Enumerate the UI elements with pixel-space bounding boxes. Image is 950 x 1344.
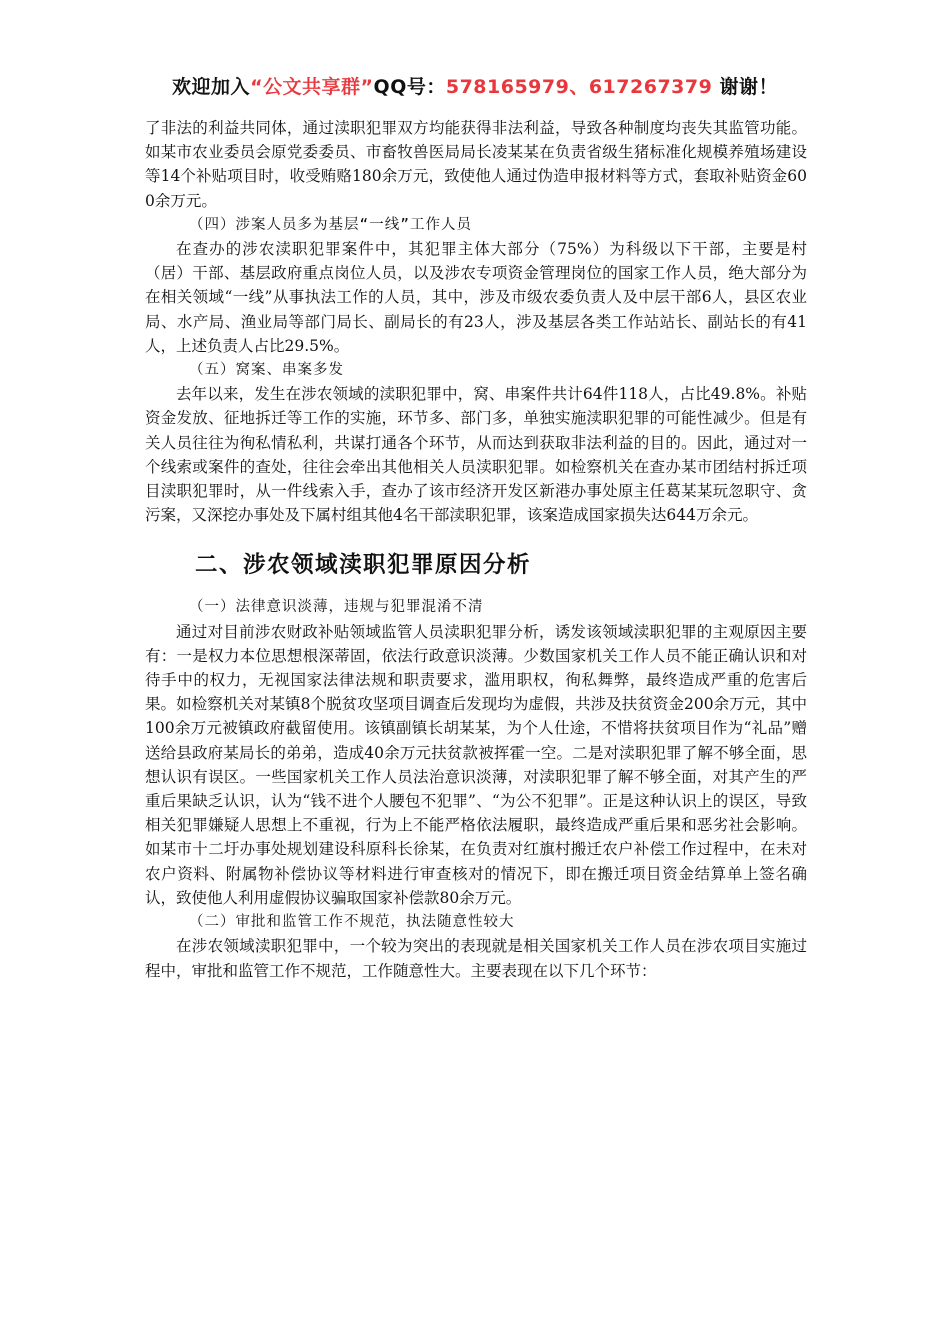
- paragraph: 在涉农领域渎职犯罪中，一个较为突出的表现就是相关国家机关工作人员在涉农项目实施过程中，审批和监管工作不规范，工作随意性大。主要表现在以下几个环节：: [145, 937, 807, 980]
- subsection-heading-4: （四）涉案人员多为基层“一线”工作人员: [189, 216, 472, 233]
- banner-suffix: 谢谢！: [712, 76, 778, 98]
- banner-group-name: “公文共享群”: [250, 76, 374, 98]
- paragraph: 通过对目前涉农财政补贴领域监管人员渎职犯罪分析，诱发该领域渎职犯罪的主观原因主要有：一是权力本位思想根深蒂固，依法行政意识淡薄。少数国家机关工作人员不能正确认识和对待手中的权力，无视国家法律法规和职责要求，滥用职权，徇私舞弊，最终造成严重的危害后果。如检察机关对某镇8个脱贫攻坚项目调查后发现均为虚假，共涉及扶贫资金200余万元，其中100余万元被镇政府截留使用。该镇副镇长胡某某，为个人仕途，不惜将扶贫项目作为“礼品”赠送给县政府某局长的弟弟，造成40余万元扶贫款被挥霍一空。二是对渎职犯罪了解不够全面，思想认识有误区。一些国家机关工作人员法治意识淡薄，对渎职犯罪了解不够全面，对其产生的严重后果缺乏认识，认为“钱不进个人腰包不犯罪”、“为公不犯罪”。正是这种认识上的误区，导致相关犯罪嫌疑人思想上不重视，行为上不能严格依法履职，最终造成严重后果和恶劣社会影响。如某市十二圩办事处规划建设科原科长徐某，在负责对红旗村搬迁农户补偿工作过程中，在未对农户资料、附属物补偿协议等材料进行审查核对的情况下，即在搬迁项目资金结算单上签名确认，致使他人利用虚假协议骗取国家补偿款80余万元。: [145, 622, 807, 907]
- paragraph-continued: 了非法的利益共同体，通过渎职犯罪双方均能获得非法利益，导致各种制度均丧失其监管功能。如某市农业委员会原党委委员、市畜牧兽医局局长凌某某在负责省级生猪标准化规模养殖场建设等14个补贴项目时，收受贿赂180余万元，致使他人通过伪造申报材料等方式，套取补贴资金600余万元。: [145, 119, 807, 210]
- subsection-heading-5: （五）窝案、串案多发: [189, 362, 344, 379]
- subsection-heading-2: （二）审批和监管工作不规范，执法随意性较大: [189, 914, 515, 931]
- banner-qq-label: QQ号：: [373, 76, 446, 98]
- paragraph: 在查办的涉农渎职犯罪案件中，其犯罪主体大部分（75%）为科级以下干部，主要是村（居）干部、基层政府重点岗位人员，以及涉农专项资金管理岗位的国家工作人员，绝大部分为在相关领域“一线”从事执法工作的人员，其中，涉及市级农委负责人及中层干部6人，县区农业局、水产局、渔业局等部门局长、副局长的有23人，涉及基层各类工作站站长、副站长的有41人，上述负责人占比29.5%。: [145, 240, 807, 355]
- promo-banner: [0, 72, 950, 99]
- section-heading-2: 二、涉农领域渎职犯罪原因分析: [195, 552, 532, 579]
- paragraph: 去年以来，发生在涉农领域的渎职犯罪中，窝、串案件共计64件118人，占比49.8%。补贴资金发放、征地拆迁等工作的实施，环节多、部门多，单独实施渎职犯罪的可能性减少。但是有关人员往往为徇私情私利，共谋打通各个环节，从而达到获取非法利益的目的。因此，通过对一个线索或案件的查处，往往会牵出其他相关人员渎职犯罪。如检察机关在查办某市团结村拆迁项目渎职犯罪时，从一件线索入手，查办了该市经济开发区新港办事处原主任葛某某玩忽职守、贪污案，又深挖办事处及下属村组其他4名干部渎职犯罪，该案造成国家损失达644万余元。: [145, 385, 807, 525]
- subsection-heading-1: （一）法律意识淡薄，违规与犯罪混淆不清: [189, 599, 484, 616]
- banner-qq-numbers: 578165979、617267379: [445, 76, 713, 98]
- banner-prefix: 欢迎加入: [172, 76, 251, 98]
- document-body: [145, 116, 807, 983]
